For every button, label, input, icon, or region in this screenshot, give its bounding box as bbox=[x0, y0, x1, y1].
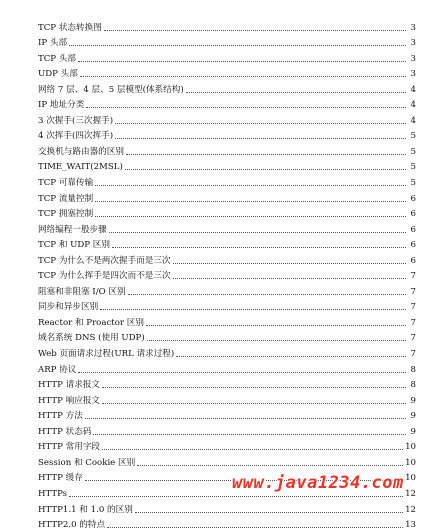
toc-entry-title: 阻塞和非阻塞 I/O 区别 bbox=[38, 287, 127, 297]
toc-entry[interactable] bbox=[38, 188, 416, 204]
toc-entry-page-number: 7 bbox=[408, 302, 416, 312]
toc-dot-leader bbox=[80, 75, 406, 77]
toc-entry-page-number: 3 bbox=[408, 38, 416, 48]
toc-entry[interactable] bbox=[38, 390, 416, 406]
toc-entry-page-number: 8 bbox=[408, 365, 416, 375]
toc-entry[interactable] bbox=[38, 79, 416, 95]
toc-entry[interactable] bbox=[38, 110, 416, 126]
toc-entry-page-number: 10 bbox=[405, 473, 416, 483]
toc-entry-title: TCP 头部 bbox=[38, 54, 77, 64]
toc-entry-title: TCP 为什么不是两次握手而是三次 bbox=[38, 256, 172, 266]
toc-entry[interactable] bbox=[38, 64, 416, 80]
toc-entry[interactable] bbox=[38, 343, 416, 359]
toc-dot-leader bbox=[95, 200, 406, 202]
toc-dot-leader bbox=[115, 122, 406, 124]
toc-entry[interactable] bbox=[38, 126, 416, 142]
toc-entry-page-number: 6 bbox=[408, 194, 416, 204]
toc-entry-page-number: 5 bbox=[408, 162, 416, 172]
toc-entry[interactable] bbox=[38, 437, 416, 453]
toc-entry-page-number: 10 bbox=[405, 442, 416, 452]
toc-entry[interactable] bbox=[38, 33, 416, 49]
toc-entry[interactable] bbox=[38, 17, 416, 33]
toc-entry-title: HTTP 缓存 bbox=[38, 473, 84, 483]
toc-dot-leader bbox=[93, 433, 406, 435]
toc-dot-leader bbox=[104, 29, 406, 31]
toc-entry-page-number: 3 bbox=[408, 69, 416, 79]
toc-entry[interactable] bbox=[38, 250, 416, 266]
toc-entry[interactable] bbox=[38, 48, 416, 64]
toc-entry-page-number: 6 bbox=[408, 240, 416, 250]
toc-entry[interactable] bbox=[38, 359, 416, 375]
toc-entry-title: TCP 可靠传输 bbox=[38, 178, 94, 188]
toc-entry[interactable] bbox=[38, 235, 416, 251]
toc-entry[interactable] bbox=[38, 328, 416, 344]
toc-entry[interactable] bbox=[38, 406, 416, 422]
toc-dot-leader bbox=[109, 231, 406, 233]
toc-entry-page-number: 6 bbox=[408, 209, 416, 219]
toc-entry-page-number: 3 bbox=[408, 54, 416, 64]
toc-entry-title: 交换机与路由器的区别 bbox=[38, 147, 125, 157]
toc-dot-leader bbox=[126, 153, 406, 155]
toc-entry-title: Web 页面请求过程(URL 请求过程) bbox=[38, 349, 175, 359]
toc-entry-page-number: 12 bbox=[405, 489, 416, 499]
toc-dot-leader bbox=[78, 60, 406, 62]
toc-entry-title: TCP 和 UDP 区别 bbox=[38, 240, 111, 250]
toc-dot-leader bbox=[102, 386, 406, 388]
toc-entry-title: Reactor 和 Proactor 区别 bbox=[38, 318, 145, 328]
toc-dot-leader bbox=[112, 246, 406, 248]
toc-dot-leader bbox=[128, 293, 406, 295]
toc-entry-page-number: 9 bbox=[408, 427, 416, 437]
toc-entry[interactable] bbox=[38, 157, 416, 173]
toc-dot-leader bbox=[86, 106, 406, 108]
toc-entry-title: HTTP 响应报文 bbox=[38, 396, 101, 406]
toc-dot-leader bbox=[173, 262, 406, 264]
toc-entry[interactable] bbox=[38, 95, 416, 111]
toc-dot-leader bbox=[102, 448, 403, 450]
toc-entry-page-number: 4 bbox=[408, 100, 416, 110]
toc-entry-page-number: 8 bbox=[408, 380, 416, 390]
toc-dot-leader bbox=[146, 324, 406, 326]
toc-entry-title: Session 和 Cookie 区别 bbox=[38, 458, 136, 468]
toc-dot-leader bbox=[69, 495, 403, 497]
toc-entry-title: TCP 拥塞控制 bbox=[38, 209, 94, 219]
table-of-contents bbox=[38, 17, 416, 530]
toc-dot-leader bbox=[147, 339, 406, 341]
toc-entry-page-number: 3 bbox=[408, 23, 416, 33]
toc-entry-title: ARP 协议 bbox=[38, 365, 77, 375]
watermark-logo: www.java1234.com bbox=[232, 472, 412, 494]
toc-entry[interactable] bbox=[38, 141, 416, 157]
toc-dot-leader bbox=[69, 44, 406, 46]
toc-dot-leader bbox=[95, 215, 406, 217]
toc-entry-page-number: 5 bbox=[408, 147, 416, 157]
toc-dot-leader bbox=[115, 137, 406, 139]
toc-entry-title: UDP 头部 bbox=[38, 69, 79, 79]
toc-dot-leader bbox=[125, 168, 406, 170]
toc-entry[interactable] bbox=[38, 375, 416, 391]
toc-entry-page-number: 6 bbox=[408, 225, 416, 235]
toc-entry-title: 3 次握手(三次握手) bbox=[38, 116, 114, 126]
toc-entry-title: TCP 流量控制 bbox=[38, 194, 94, 204]
toc-dot-leader bbox=[137, 464, 403, 466]
toc-entry-title: HTTP2.0 的特点 bbox=[38, 520, 106, 530]
toc-entry-title: 域名系统 DNS (使用 UDP) bbox=[38, 333, 146, 343]
toc-dot-leader bbox=[186, 91, 406, 93]
toc-entry[interactable] bbox=[38, 515, 416, 530]
toc-dot-leader bbox=[102, 402, 406, 404]
toc-dot-leader bbox=[78, 371, 406, 373]
toc-entry-page-number: 7 bbox=[408, 271, 416, 281]
toc-entry[interactable] bbox=[38, 421, 416, 437]
toc-entry-page-number: 7 bbox=[408, 349, 416, 359]
toc-entry[interactable] bbox=[38, 266, 416, 282]
toc-dot-leader bbox=[173, 277, 406, 279]
toc-entry-title: IP 地址分类 bbox=[38, 100, 85, 110]
toc-entry[interactable] bbox=[38, 172, 416, 188]
toc-entry[interactable] bbox=[38, 219, 416, 235]
toc-entry[interactable] bbox=[38, 204, 416, 220]
toc-dot-leader bbox=[176, 355, 406, 357]
toc-entry[interactable] bbox=[38, 281, 416, 297]
toc-dot-leader bbox=[135, 511, 403, 513]
toc-entry-title: HTTP 请求报文 bbox=[38, 380, 101, 390]
toc-entry-title: HTTP 常用字段 bbox=[38, 442, 101, 452]
toc-entry[interactable] bbox=[38, 297, 416, 313]
toc-entry-page-number: 6 bbox=[408, 256, 416, 266]
toc-entry-page-number: 12 bbox=[405, 505, 416, 515]
toc-entry-title: TIME_WAIT(2MSL) bbox=[38, 162, 124, 172]
toc-entry-title: 4 次挥手(四次挥手) bbox=[38, 131, 114, 141]
toc-entry-page-number: 10 bbox=[405, 458, 416, 468]
toc-entry-page-number: 7 bbox=[408, 287, 416, 297]
toc-entry-page-number: 9 bbox=[408, 396, 416, 406]
toc-entry-page-number: 5 bbox=[408, 178, 416, 188]
toc-dot-leader bbox=[95, 184, 406, 186]
toc-entry-title: HTTP 状态码 bbox=[38, 427, 92, 437]
toc-entry-page-number: 7 bbox=[408, 333, 416, 343]
toc-entry-title: IP 头部 bbox=[38, 38, 68, 48]
toc-entry-page-number: 4 bbox=[408, 116, 416, 126]
toc-entry-title: 网络 7 层、4 层、5 层模型(体系结构) bbox=[38, 85, 185, 95]
toc-entry-page-number: 13 bbox=[405, 520, 416, 530]
toc-entry-title: HTTP1.1 和 1.0 的区别 bbox=[38, 505, 134, 515]
toc-entry[interactable] bbox=[38, 452, 416, 468]
toc-entry-title: 同步和异步区别 bbox=[38, 302, 99, 312]
toc-entry[interactable] bbox=[38, 499, 416, 515]
toc-entry-title: TCP 为什么挥手是四次而不是三次 bbox=[38, 271, 172, 281]
toc-dot-leader bbox=[85, 417, 406, 419]
toc-entry-page-number: 4 bbox=[408, 85, 416, 95]
toc-entry-page-number: 5 bbox=[408, 131, 416, 141]
toc-dot-leader bbox=[107, 526, 403, 528]
toc-entry-page-number: 9 bbox=[408, 411, 416, 421]
toc-entry-title: HTTPs bbox=[38, 489, 68, 499]
toc-entry-title: TCP 状态转换图 bbox=[38, 23, 103, 33]
toc-entry-title: 网络编程一般步骤 bbox=[38, 225, 108, 235]
toc-dot-leader bbox=[100, 308, 406, 310]
toc-entry-page-number: 7 bbox=[408, 318, 416, 328]
toc-entry-title: HTTP 方法 bbox=[38, 411, 84, 421]
toc-entry[interactable] bbox=[38, 312, 416, 328]
